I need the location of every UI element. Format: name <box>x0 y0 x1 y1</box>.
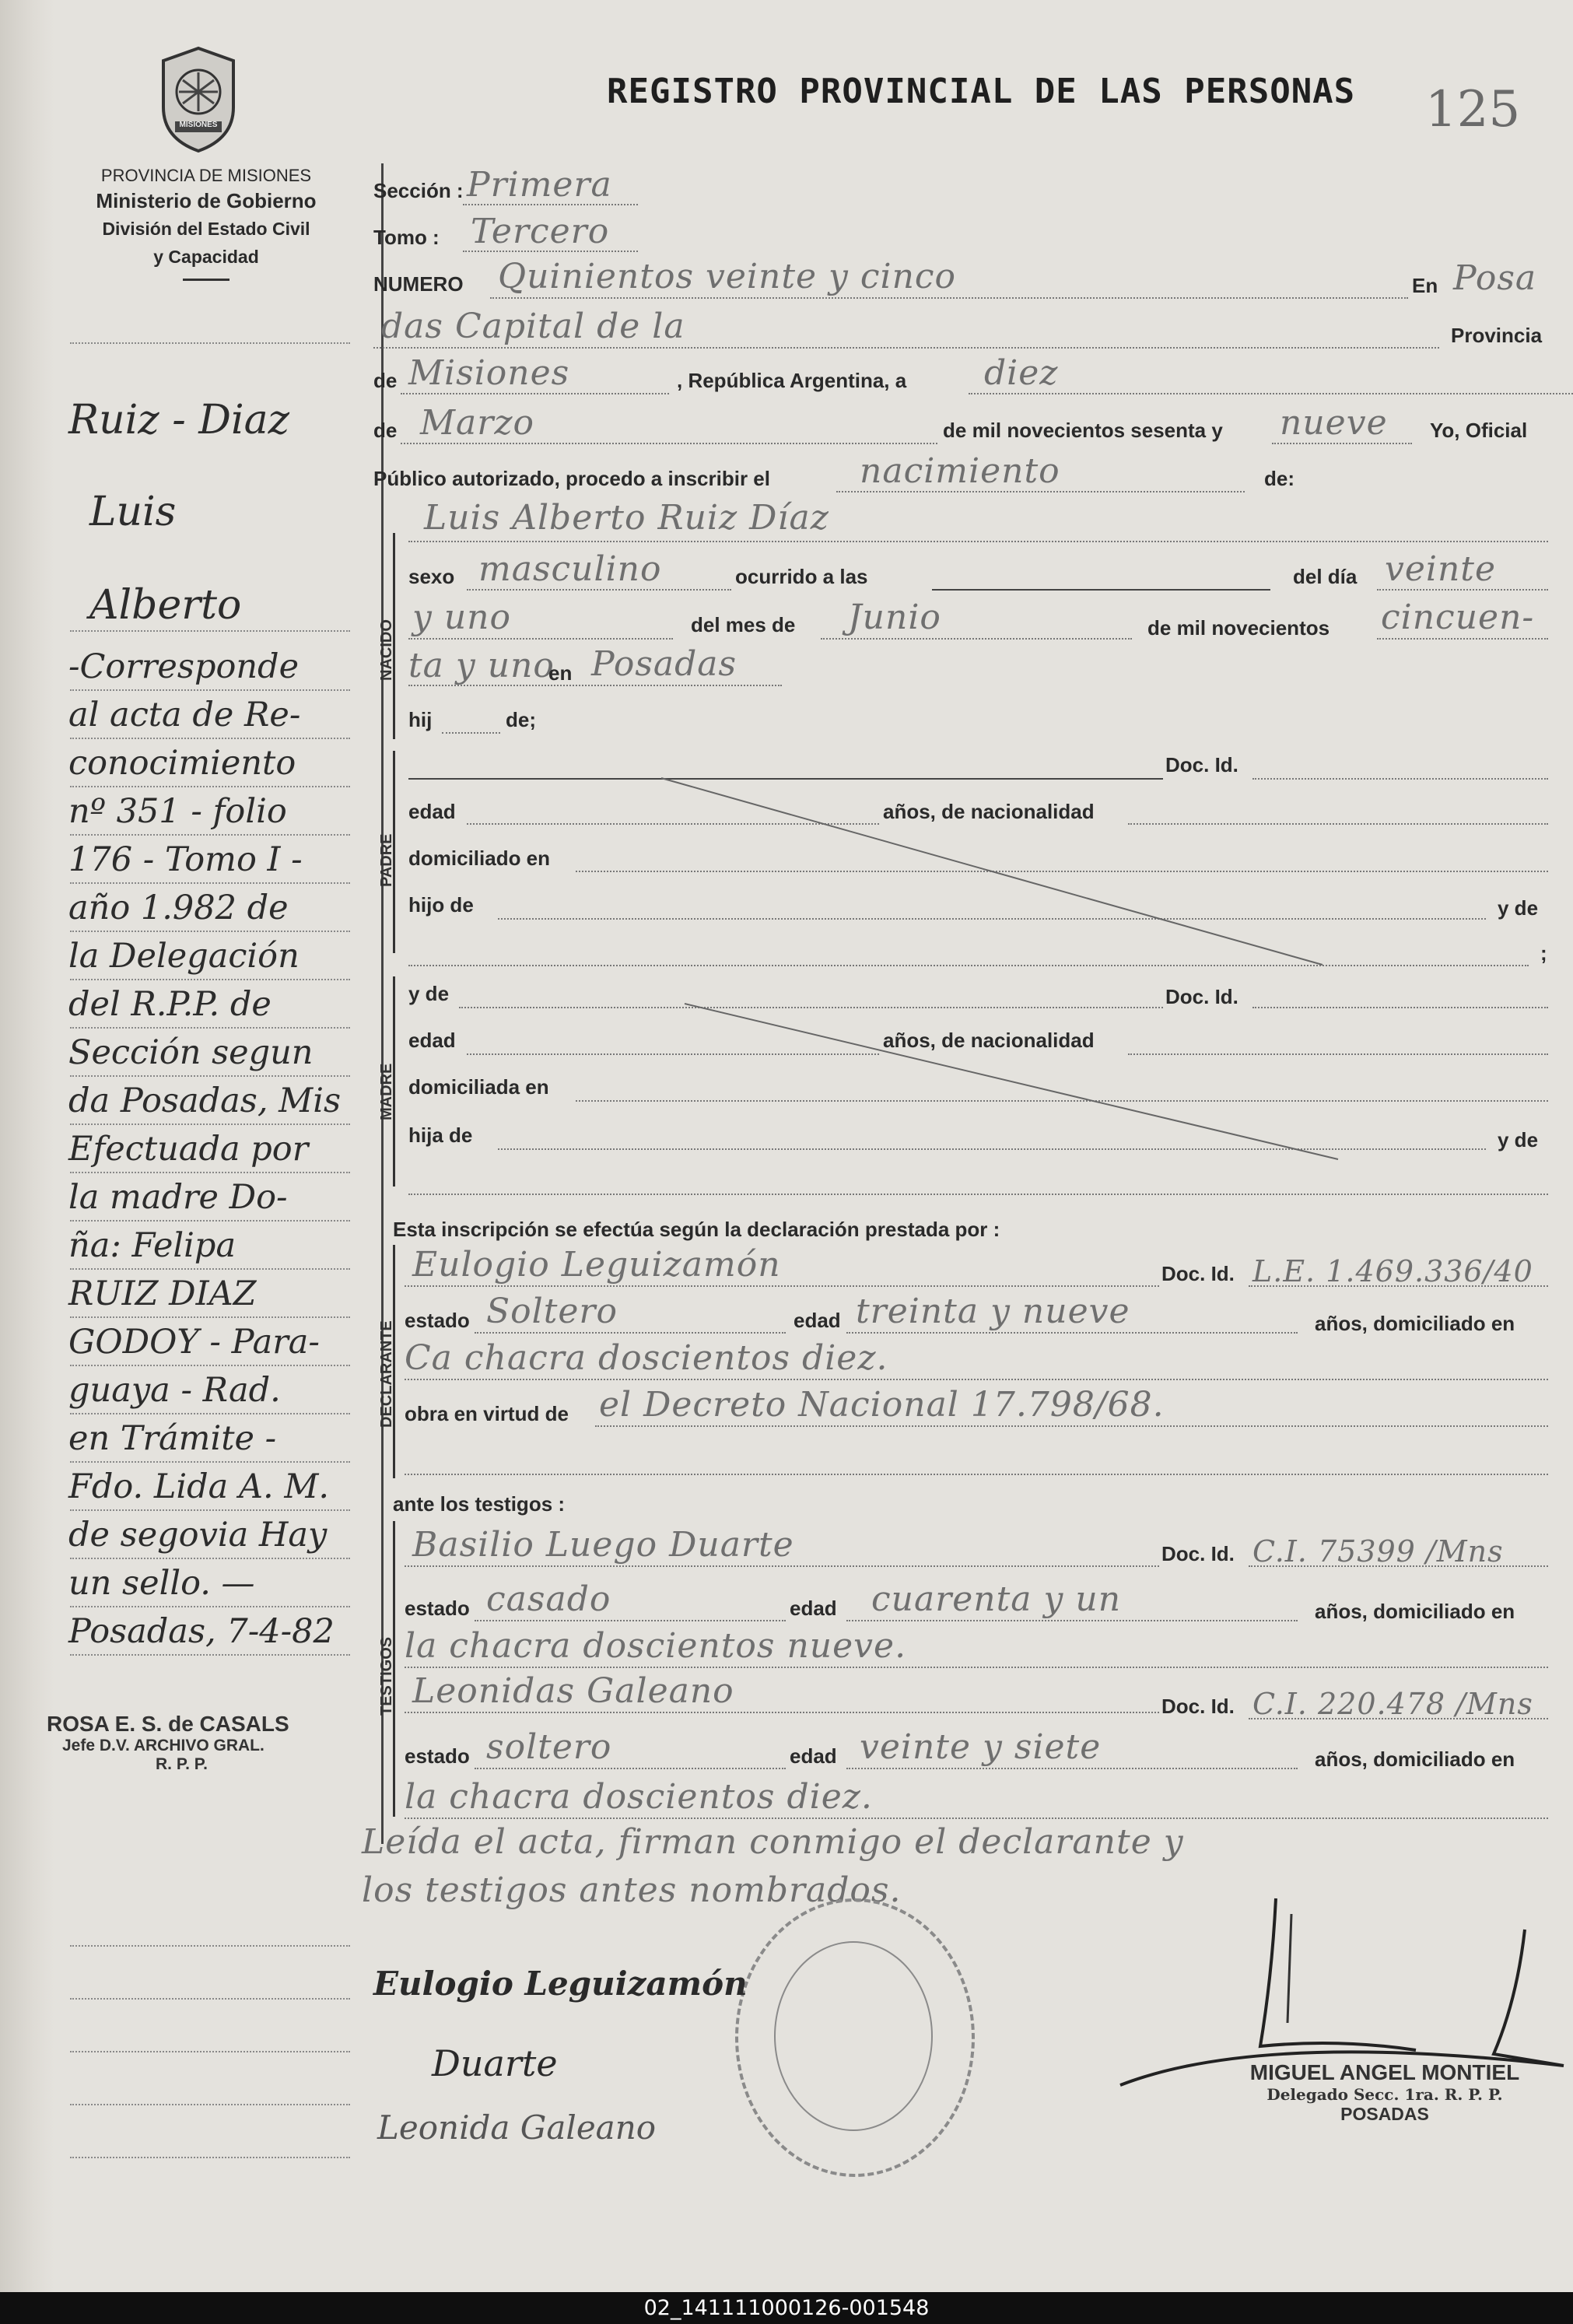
official-role: Delegado Secc. 1ra. R. P. P. <box>1266 2085 1503 2104</box>
section-brace <box>393 1521 395 1817</box>
field-rule <box>846 1332 1298 1334</box>
value-t2-doc: C.I. 220.478 /Mns <box>1252 1687 1533 1721</box>
label-seccion: Sección : <box>373 179 464 202</box>
label-anios-nac-padre: años, de nacionalidad <box>883 800 1095 823</box>
label-edad-padre: edad <box>408 800 456 823</box>
value-sexo: masculino <box>478 549 662 589</box>
margin-note-line: GODOY - Para- <box>68 1323 320 1362</box>
section-declarante: DECLARANTE <box>378 1320 395 1428</box>
field-rule <box>475 1332 786 1334</box>
margin-note-line: Posadas, 7-4-82 <box>68 1612 335 1651</box>
value-acto: nacimiento <box>860 451 1060 491</box>
image-id-footer: 02_141111000126-001548 <box>0 2292 1573 2324</box>
value-declarante: Eulogio Leguizamón <box>412 1245 781 1285</box>
label-y-de-padre: y de <box>1498 896 1539 920</box>
label-publico: Público autorizado, procedo a inscribir el <box>373 467 770 490</box>
value-t1-doc: C.I. 75399 /Mns <box>1252 1534 1504 1569</box>
value-anio-nac-2: ta y uno <box>408 646 555 685</box>
value-t1-edad: cuarenta y un <box>871 1579 1122 1619</box>
field-rule <box>405 1474 1548 1475</box>
org-line-1: PROVINCIA DE MISIONES <box>100 166 312 185</box>
label-hij: hij <box>408 708 433 731</box>
label-en-lugar: en <box>548 661 573 685</box>
value-decl-estado: Soltero <box>486 1292 618 1331</box>
section-testigos: TESTIGOS <box>378 1636 395 1716</box>
label-del-mes: del mes de <box>691 613 796 636</box>
emblem-text: MISIONES <box>179 121 218 129</box>
field-rule <box>405 1667 1548 1668</box>
value-decl-edad: treinta y nueve <box>856 1292 1130 1331</box>
section-brace <box>393 1245 395 1478</box>
value-seccion: Primera <box>467 165 612 205</box>
value-t2-edad: veinte y siete <box>860 1727 1102 1767</box>
value-anio: nueve <box>1280 403 1388 443</box>
margin-note-line: conocimiento <box>68 744 296 783</box>
label-anios-dom-t1: años, domiciliado en <box>1315 1600 1515 1623</box>
label-numero: NUMERO <box>373 272 464 296</box>
margin-note-line: en Trámite - <box>68 1419 277 1458</box>
label-del-dia: del día <box>1293 565 1358 588</box>
label-estado-decl: estado <box>405 1309 470 1332</box>
document-title: REGISTRO PROVINCIAL DE LAS PERSONAS <box>607 72 1356 111</box>
margin-note-line: del R.P.P. de <box>68 985 272 1024</box>
org-line-3: División del Estado Civil <box>102 219 310 239</box>
org-line-4: y Capacidad <box>153 247 259 267</box>
label-edad-t1: edad <box>790 1597 837 1620</box>
signature-declarante: Eulogio Leguizamón <box>373 1965 748 2003</box>
field-rule <box>475 1620 786 1621</box>
value-provincia: Misiones <box>408 353 570 393</box>
margin-note-line: Efectuada por <box>68 1130 309 1169</box>
label-de-mil-nov: de mil novecientos <box>1147 616 1330 640</box>
label-domiciliada: domiciliada en <box>408 1075 549 1099</box>
label-y-de-madre-2: y de <box>1498 1128 1539 1151</box>
label-doc-id-madre: Doc. Id. <box>1165 985 1238 1008</box>
value-mes-nac: Junio <box>848 598 941 637</box>
margin-note-line: un sello. — <box>68 1564 255 1603</box>
value-numero: Quinientos veinte y cinco <box>498 257 957 296</box>
label-edad-t2: edad <box>790 1744 837 1768</box>
value-testigo-2: Leonidas Galeano <box>412 1671 734 1711</box>
closing-line-1: Leída el acta, firman conmigo el declarante y <box>362 1822 1184 1862</box>
label-edad-decl: edad <box>794 1309 841 1332</box>
section-nacido: NACIDO <box>378 619 395 681</box>
label-anios-nac-madre: años, de nacionalidad <box>883 1029 1095 1052</box>
label-sexo: sexo <box>408 565 455 588</box>
label-doc-id-declarante: Doc. Id. <box>1161 1262 1235 1285</box>
label-testigos: ante los testigos : <box>393 1492 566 1516</box>
value-testigo-1: Basilio Luego Duarte <box>412 1525 794 1565</box>
value-lugar: Posadas <box>591 644 737 684</box>
label-yo-oficial: Yo, Oficial <box>1430 419 1528 442</box>
field-rule <box>846 1620 1298 1621</box>
margin-note-line: Fdo. Lida A. M. <box>68 1467 330 1506</box>
official-name: MIGUEL ANGEL MONTIEL <box>1249 2060 1520 2084</box>
label-y-de-madre: y de <box>408 982 450 1005</box>
signature-testigo-1: Duarte <box>432 2042 558 2084</box>
label-estado-t1: estado <box>405 1597 470 1620</box>
value-nombre: Luis Alberto Ruiz Díaz <box>424 498 829 538</box>
label-anios-dom-t2: años, domiciliado en <box>1315 1747 1515 1771</box>
value-decreto: el Decreto Nacional 17.798/68. <box>599 1385 1165 1425</box>
label-de-mes: de <box>373 419 398 442</box>
label-republica: , República Argentina, a <box>677 369 907 392</box>
margin-note-line: la madre Do- <box>68 1178 288 1217</box>
stamp-org: R. P. P. <box>156 1755 208 1773</box>
margin-note-line: año 1.982 de <box>68 889 289 927</box>
margin-note-line: de segovia Hay <box>68 1516 328 1555</box>
field-rule <box>405 1379 1548 1380</box>
value-decl-doc: L.E. 1.469.336/40 <box>1252 1254 1533 1288</box>
label-domiciliado-padre: domiciliado en <box>408 847 551 870</box>
margin-surname: Ruiz - Diaz <box>68 397 290 443</box>
section-madre: MADRE <box>378 1063 395 1120</box>
official-stamp <box>1214 2060 1556 2125</box>
label-de-colon: de: <box>1264 467 1294 490</box>
registry-seal-inner <box>774 1941 933 2131</box>
margin-note-line: al acta de Re- <box>68 696 301 734</box>
label-ocurrido: ocurrido a las <box>735 565 868 588</box>
stamp-role: Jefe D.V. ARCHIVO GRAL. <box>62 1737 265 1754</box>
margin-note-line: guaya - Rad. <box>68 1371 281 1410</box>
value-decl-dom: Ca chacra doscientos diez. <box>405 1338 888 1378</box>
page-number: 125 <box>1425 81 1521 138</box>
value-dia-nac: veinte <box>1385 549 1497 589</box>
margin-note-line: Sección segun <box>68 1033 314 1072</box>
label-doc-id-testigo-2: Doc. Id. <box>1161 1695 1235 1718</box>
field-rule <box>405 1817 1548 1819</box>
label-inscripcion: Esta inscripción se efectúa según la declaración prestada por : <box>393 1218 1000 1241</box>
margin-note-line: -Corresponde <box>68 647 300 686</box>
label-doc-id-testigo-1: Doc. Id. <box>1161 1542 1235 1565</box>
label-hija-de: hija de <box>408 1123 473 1147</box>
value-t1-dom: la chacra doscientos nueve. <box>405 1626 907 1666</box>
field-rule <box>595 1425 1548 1427</box>
label-doc-id-padre: Doc. Id. <box>1165 753 1238 776</box>
label-en: En <box>1412 274 1438 297</box>
value-t2-estado: soltero <box>486 1727 612 1767</box>
value-en-ciudad: Posa <box>1453 258 1537 298</box>
label-provincia: Provincia <box>1451 324 1543 347</box>
field-rule <box>405 1712 1159 1713</box>
margin-note-line: ña: Felipa <box>68 1226 236 1265</box>
margin-note-line: la Delegación <box>68 937 300 976</box>
field-rule <box>475 1768 786 1769</box>
value-t1-estado: casado <box>486 1579 611 1619</box>
label-de-mil: de mil novecientos sesenta y <box>943 419 1223 442</box>
label-obra: obra en virtud de <box>405 1402 569 1425</box>
stamp-name: ROSA E. S. de CASALS <box>47 1712 289 1736</box>
label-hijo-de: hijo de <box>408 893 474 917</box>
value-anio-nac: cincuen- <box>1381 598 1535 637</box>
margin-note-line: da Posadas, Mis <box>68 1081 342 1120</box>
margin-name-2: Alberto <box>89 582 242 629</box>
org-line-2: Ministerio de Gobierno <box>96 189 317 212</box>
field-rule <box>405 1285 1159 1287</box>
label-de-semi: de; <box>506 708 536 731</box>
label-estado-t2: estado <box>405 1744 470 1768</box>
label-anios-dom-decl: años, domiciliado en <box>1315 1312 1515 1335</box>
closing-line-2: los testigos antes nombrados. <box>362 1870 902 1910</box>
margin-note-line: 176 - Tomo I - <box>68 840 303 879</box>
margin-name-1: Luis <box>89 489 177 535</box>
label-semicolon: ; <box>1540 941 1547 965</box>
value-ciudad-cont: das Capital de la <box>381 307 685 346</box>
value-mes: Marzo <box>420 403 534 443</box>
official-city: POSADAS <box>1340 2104 1429 2124</box>
value-tomo: Tercero <box>471 212 610 251</box>
label-tomo: Tomo : <box>373 226 440 249</box>
value-t2-dom: la chacra doscientos diez. <box>405 1777 873 1817</box>
label-edad-madre: edad <box>408 1029 456 1052</box>
value-dia-nac-2: y uno <box>412 598 512 637</box>
field-rule <box>405 1565 1159 1567</box>
section-padre: PADRE <box>378 833 395 887</box>
margin-note-line: nº 351 - folio <box>68 792 287 831</box>
margin-note-line: RUIZ DIAZ <box>68 1274 257 1313</box>
value-dia: diez <box>984 353 1059 393</box>
label-de: de <box>373 369 398 392</box>
signature-testigo-2: Leonida Galeano <box>377 2108 657 2147</box>
field-rule <box>846 1768 1298 1769</box>
